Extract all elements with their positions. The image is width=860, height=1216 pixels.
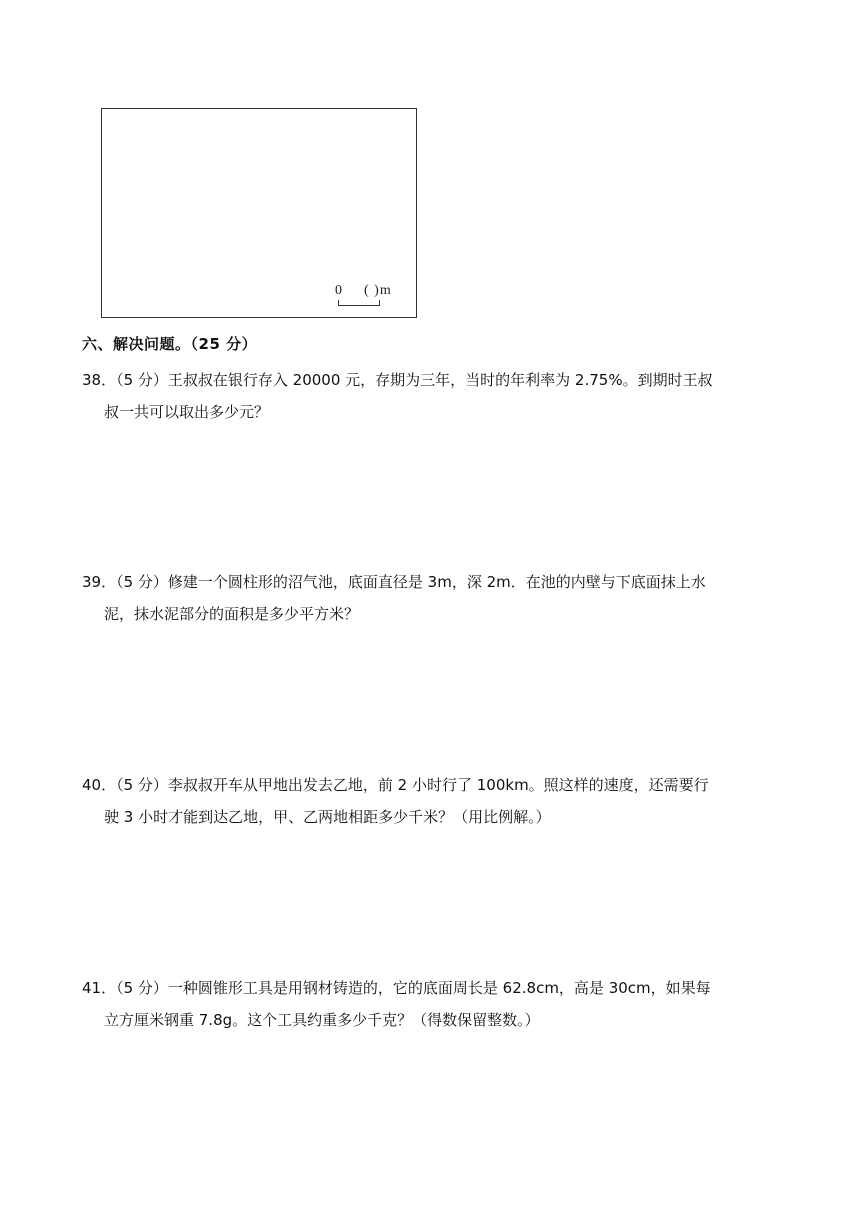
- question-38: [82, 364, 782, 428]
- question-39: [82, 566, 782, 630]
- question-39-line2: 泥，抹水泥部分的面积是多少平方米？: [104, 605, 360, 623]
- question-39-line1: 39．（5 分）修建一个圆柱形的沼气池，底面直径是 3m，深 2m．在池的内壁与下底面抹上水: [82, 573, 706, 591]
- scale-bar: [338, 300, 380, 306]
- question-41: [82, 972, 782, 1036]
- question-38-line1: 38．（5 分）王叔叔在银行存入 20000 元，存期为三年，当时的年利率为 2.75%。到期时王叔: [82, 371, 713, 389]
- scale-unit-blank: ( )m: [364, 283, 392, 298]
- question-40-line1: 40．（5 分）李叔叔开车从甲地出发去乙地，前 2 小时行了 100km。照这样的速度，还需要行: [82, 776, 709, 794]
- question-41-line2: 立方厘米钢重 7.8g。这个工具约重多少千克？（得数保留整数。）: [104, 1011, 540, 1029]
- question-41-line1: 41．（5 分）一种圆锥形工具是用钢材铸造的，它的底面周长是 62.8cm，高是 30cm，如果每: [82, 979, 711, 997]
- section-title: 六、解决问题。（25 分）: [82, 335, 258, 353]
- question-40-line2: 驶 3 小时才能到达乙地，甲、乙两地相距多少千米？（用比例解。）: [104, 808, 551, 826]
- scale-zero-label: 0: [335, 283, 342, 298]
- question-40: [82, 769, 782, 833]
- question-38-line2: 叔一共可以取出多少元？: [104, 403, 270, 421]
- map-drawing-box: [101, 108, 417, 318]
